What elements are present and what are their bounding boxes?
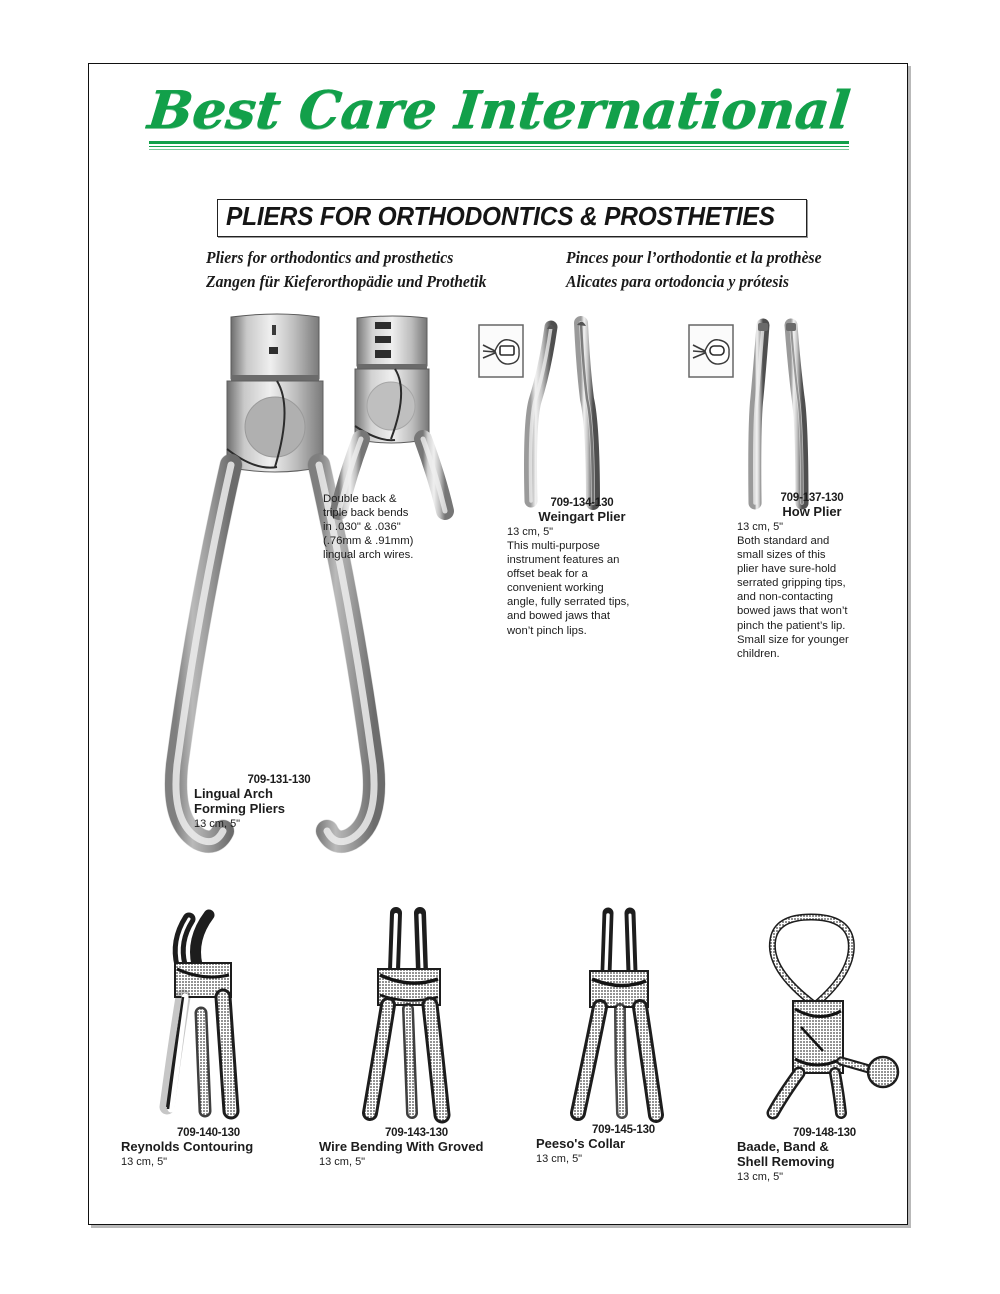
- product-name-line2: Forming Pliers: [194, 800, 286, 816]
- desc-line: Small size for younger: [737, 633, 849, 646]
- desc-line: This multi-purpose: [507, 539, 600, 552]
- product-code: 709-140-130: [176, 1127, 241, 1139]
- reynolds-caption: [121, 1127, 296, 1168]
- peeso-caption: [536, 1124, 711, 1165]
- baade-caption: [737, 1127, 912, 1183]
- brand-logo-text: Best Care International: [145, 80, 854, 141]
- product-code: 709-134-130: [550, 497, 614, 509]
- reynolds-contouring-pliers-image: [131, 909, 291, 1114]
- desc-line: angle, fully serrated tips,: [507, 596, 630, 609]
- lingual-arch-caption: [194, 774, 364, 830]
- tooth-bracket-inset: [689, 325, 733, 377]
- product-size: 13 cm, 5": [121, 1155, 168, 1168]
- product-code: 709-137-130: [780, 492, 844, 504]
- weingart-plier-image: [477, 319, 637, 509]
- product-code: 709-145-130: [591, 1124, 656, 1136]
- product-name-line1: Baade, Band &: [737, 1139, 829, 1154]
- desc-line: in .030" & .036": [323, 521, 401, 534]
- subtitle-fr: Pinces pour l’orthodontie et la prothèse: [566, 248, 822, 267]
- desc-line: bowed jaws that won’t: [737, 605, 848, 618]
- page-title: PLIERS FOR ORTHODONTICS & PROSTHETIES: [226, 203, 775, 231]
- section-title-box: [217, 199, 807, 237]
- wire-bending-caption: [319, 1127, 514, 1168]
- logo-underline: [149, 141, 849, 150]
- product-size: 13 cm, 5": [194, 817, 241, 830]
- brand-logo: [89, 80, 909, 150]
- product-code: 709-148-130: [792, 1127, 857, 1139]
- tooth-bracket-inset: [479, 325, 523, 377]
- desc-line: offset beak for a: [507, 568, 588, 581]
- desc-line: plier have sure-hold: [737, 563, 837, 576]
- double-back-caption: [323, 491, 463, 563]
- multilingual-subtitle: [206, 248, 886, 296]
- desc-line: small sizes of this: [737, 549, 826, 562]
- product-name: Peeso's Collar: [536, 1136, 626, 1151]
- product-name: How Plier: [782, 504, 842, 519]
- subtitle-en: Pliers for orthodontics and prosthetics: [206, 248, 454, 267]
- product-description: [737, 534, 887, 661]
- desc-line: Double back &: [323, 493, 397, 505]
- desc-line: serrated gripping tips,: [737, 577, 846, 590]
- desc-line: (.76mm & .91mm): [323, 535, 414, 548]
- desc-line: lingual arch wires.: [323, 549, 414, 562]
- product-size: 13 cm, 5": [319, 1155, 366, 1168]
- how-plier-caption: [737, 492, 887, 661]
- product-size: 13 cm, 5": [737, 1170, 784, 1183]
- product-code: 709-143-130: [384, 1127, 449, 1139]
- subtitle-es: Alicates para ortodoncia y prótesis: [566, 272, 789, 291]
- subtitle-de: Zangen für Kieferorthopädie und Prothetik: [206, 272, 487, 291]
- desc-line: won’t pinch lips.: [507, 624, 587, 637]
- wire-bending-pliers-image: [334, 909, 494, 1114]
- catalog-page: [88, 63, 908, 1225]
- desc-line: triple back bends: [323, 507, 409, 520]
- peeso-collar-pliers-image: [544, 909, 704, 1114]
- product-name-line1: Lingual Arch: [194, 786, 273, 801]
- how-plier-image: [687, 319, 847, 509]
- desc-line: and non-contacting: [737, 591, 834, 604]
- product-size: 13 cm, 5": [507, 525, 554, 538]
- product-name: Weingart Plier: [538, 509, 626, 524]
- double-back-pliers-image: [327, 314, 457, 514]
- product-size: 13 cm, 5": [737, 520, 784, 533]
- desc-line: convenient working: [507, 582, 604, 595]
- desc-line: pinch the patient’s lip.: [737, 619, 846, 632]
- product-name-line2: Shell Removing: [737, 1153, 835, 1169]
- product-name: Reynolds Contouring: [121, 1139, 254, 1154]
- desc-line: children.: [737, 647, 780, 660]
- product-name: Wire Bending With Groved: [319, 1139, 484, 1154]
- baade-band-shell-removing-pliers-image: [737, 909, 907, 1114]
- desc-line: and bowed jaws that: [507, 610, 610, 623]
- desc-line: instrument features an: [507, 554, 620, 567]
- product-description: [507, 539, 657, 638]
- subtitle-column-right: [566, 248, 886, 296]
- desc-line: Both standard and: [737, 534, 830, 547]
- weingart-caption: [507, 497, 657, 638]
- product-code: 709-131-130: [247, 774, 311, 786]
- product-description: [323, 492, 463, 563]
- subtitle-column-left: [206, 248, 526, 296]
- product-size: 13 cm, 5": [536, 1152, 583, 1165]
